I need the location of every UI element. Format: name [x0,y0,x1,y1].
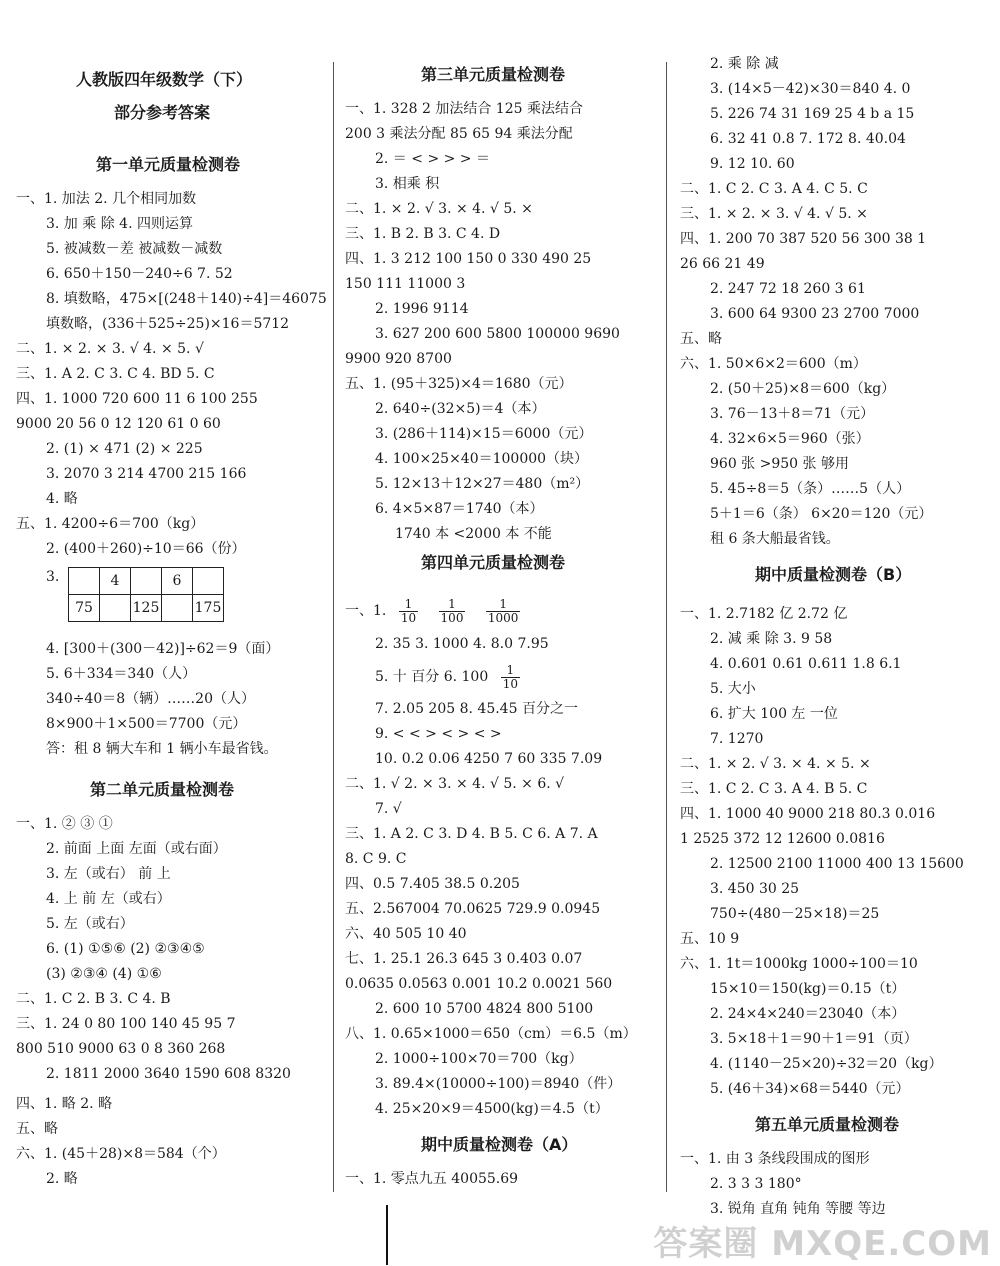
answer-line: 7. √ [375,801,402,817]
answer-line: 三、1. 24 0 80 100 140 45 95 7 [16,1016,236,1032]
fraction-denominator: 10 [502,676,518,691]
answer-line: 1740 本 <2000 本 不能 [395,526,552,542]
answer-line: 3. [46,569,60,585]
number-grid [68,567,224,622]
answer-line: 2. 减 乘 除 3. 9 58 [710,631,833,647]
section-heading-unit3: 第三单元质量检测卷 [421,65,566,84]
fraction [501,664,520,691]
answer-line: 4. 0.601 0.61 0.611 1.8 6.1 [710,656,902,672]
fraction [439,598,466,625]
answer-line: 三、1. A 2. C 3. C 4. BD 5. C [16,366,215,382]
answer-line: 二、1. C 2. C 3. A 4. C 5. C [680,181,868,197]
answer-line: 7. 1270 [710,731,764,747]
answer-line: 五、1. (95＋325)×4＝1680（元） [345,376,573,392]
section-heading-unit2: 第二单元质量检测卷 [90,780,235,799]
answer-line: 6. 32 41 0.8 7. 172 8. 40.04 [710,131,906,147]
fraction-numerator: 1 [486,598,521,612]
answer-line: 2. 略 [46,1171,78,1187]
answer-line: 6. 650＋150－240÷6 7. 52 [46,266,233,282]
fraction-denominator: 100 [440,610,464,625]
section-heading-unit1: 第一单元质量检测卷 [96,155,241,174]
fraction-numerator: 1 [399,598,418,612]
column-divider-right [666,62,667,1192]
answer-line: 5. 45÷8＝5（条）……5（人） [710,481,911,497]
answer-line: 四、1. 略 2. 略 [16,1096,113,1112]
book-subtitle: 部分参考答案 [114,103,211,122]
answer-line: 3. 450 30 25 [710,881,800,897]
answer-line: 800 510 9000 63 0 8 360 268 [16,1041,226,1057]
answer-line: 五、略 [16,1121,58,1137]
fraction-numerator: 1 [439,598,466,612]
section-heading-unit5: 第五单元质量检测卷 [755,1115,900,1134]
answer-line: 2. 乘 除 减 [710,56,779,72]
question-label: 一、1. [345,603,387,619]
answer-line: 4. 25×20×9＝4500(kg)＝4.5（t） [375,1101,609,1117]
answer-text: 5. 十 百分 6. 100 [375,669,489,685]
answer-line: 2. 35 3. 1000 4. 8.0 7.95 [375,636,549,652]
answer-line: 10. 0.2 0.06 4250 7 60 335 7.09 [375,751,603,767]
answer-line: 答：租 8 辆大车和 1 辆小车最省钱。 [46,741,278,757]
answer-line: 6. (1) ①⑤⑥ (2) ②③④⑤ [46,941,205,957]
answer-line: 二、1. × 2. × 3. √ 4. × 5. √ [16,341,204,357]
grid-cell: 75 [69,595,100,622]
grid-cell [193,568,224,595]
answer-line: 三、1. C 2. C 3. A 4. B 5. C [680,781,868,797]
grid-cell [162,595,193,622]
answer-line: 15×10＝150(kg)＝0.15（t） [710,981,906,997]
answer-line: 200 3 乘法分配 85 65 94 乘法分配 [345,126,573,142]
answer-line-fractions [345,596,528,626]
answer-line: 3. 5×18＋1＝90＋1＝91（页） [710,1031,918,1047]
answer-line: 2. 12500 2100 11000 400 13 15600 [710,856,964,872]
answer-line: 六、40 505 10 40 [345,926,467,942]
answer-line: 4. 略 [46,491,78,507]
answer-line: 2. 600 10 5700 4824 800 5100 [375,1001,594,1017]
answer-line: 9. < < > < > < > [375,726,502,742]
answer-line: 960 张 >950 张 够用 [710,456,849,472]
answer-line: 3. 锐角 直角 钝角 等腰 等边 [710,1201,886,1217]
answer-line: 2. ＝ < > > > ＝ [375,151,490,167]
answer-line: 二、1. C 2. B 3. C 4. B [16,991,171,1007]
answer-line: 3. (14×5－42)×30＝840 4. 0 [710,81,911,97]
answer-line: 四、1. 1000 720 600 11 6 100 255 [16,391,258,407]
answer-line: 三、1. × 2. × 3. √ 4. √ 5. × [680,206,868,222]
answer-line: 2. (1) × 471 (2) × 225 [46,441,203,457]
answer-line: 4. (1140－25×20)÷32＝20（kg） [710,1056,943,1072]
answer-line: 7. 2.05 205 8. 45.45 百分之一 [375,701,578,717]
answer-line: 5. 226 74 31 169 25 4 b a 15 [710,106,915,122]
answer-line: 150 111 11000 3 [345,276,466,292]
answer-line: 3. (286＋114)×15＝6000（元） [375,426,593,442]
answer-line: 8. 填数略，475×[(248＋140)÷4]＝46075 [46,291,327,307]
answer-line: 一、1. 零点九五 40055.69 [345,1171,519,1187]
answer-line: 二、1. √ 2. × 3. × 4. √ 5. × 6. √ [345,776,565,792]
answer-line: 一、1. 2.7182 亿 2.72 亿 [680,606,848,622]
answer-line: 5. 大小 [710,681,756,697]
watermark-logo: 答案圈 MXQE.COM [653,1224,992,1264]
answer-line: 五、略 [680,331,722,347]
answer-line: 9900 920 8700 [345,351,452,367]
answer-line: 750÷(480－25×18)＝25 [710,906,880,922]
answer-line: 4. 上 前 左（或右） [46,891,171,907]
answer-line: 三、1. A 2. C 3. D 4. B 5. C 6. A 7. A [345,826,598,842]
grid-cell [100,595,131,622]
answer-line: 2. 1811 2000 3640 1590 608 8320 [46,1066,291,1082]
answer-line: 2. 640÷(32×5)＝4（本） [375,401,546,417]
answer-line: 5. 6＋334＝340（人） [46,666,197,682]
answer-line: 4. [300＋(300－42)]÷62＝9（面） [46,641,280,657]
answer-line: 5. 被减数－差 被减数－减数 [46,241,223,257]
grid-cell [69,568,100,595]
answer-line: 0.0635 0.0563 0.001 10.2 0.0021 560 [345,976,613,992]
answer-line: 六、1. 1t＝1000kg 1000÷100＝10 [680,956,918,972]
answer-line: 七、1. 25.1 26.3 645 3 0.403 0.07 [345,951,583,967]
answer-line: 八、1. 0.65×1000＝650（cm）＝6.5（m） [345,1026,637,1042]
fraction-numerator: 1 [501,664,520,678]
answer-line: 5. 左（或右） [46,916,134,932]
answer-line: 五、1. 4200÷6＝700（kg） [16,516,205,532]
answer-line: 六、1. (45＋28)×8＝584（个） [16,1146,226,1162]
answer-line: 四、0.5 7.405 38.5 0.205 [345,876,520,892]
answer-line: 租 6 条大船最省钱。 [710,531,840,547]
answer-line: 2. (400＋260)÷10＝66（份） [46,541,246,557]
answer-line: 3. 左（或右） 前 上 [46,866,171,882]
answer-line: 五、2.567004 70.0625 729.9 0.0945 [345,901,601,917]
answer-line: 四、1. 200 70 387 520 56 300 38 1 [680,231,927,247]
binding-mark [386,1205,388,1265]
answer-line: 五、10 9 [680,931,740,947]
grid-cell: 6 [162,568,193,595]
section-heading-unit4: 第四单元质量检测卷 [421,553,566,572]
section-heading-midterm-a: 期中质量检测卷（A） [421,1135,578,1154]
answer-line-fraction [375,662,528,692]
fraction [399,598,418,625]
answer-line: 6. 扩大 100 左 一位 [710,706,838,722]
answer-line: (3) ②③④ (4) ①⑥ [46,966,162,982]
answer-line: 3. 600 64 9300 23 2700 7000 [710,306,920,322]
answer-line: 8. C 9. C [345,851,407,867]
answer-line: 2. 前面 上面 左面（或右面） [46,841,227,857]
fraction-denominator: 10 [400,610,417,625]
grid-cell: 125 [131,595,162,622]
grid-cell: 4 [100,568,131,595]
answer-line: 2. 1000÷100×70＝700（kg） [375,1051,583,1067]
answer-line: 9. 12 10. 60 [710,156,795,172]
answer-line: 5＋1＝6（条） 6×20＝120（元） [710,506,933,522]
section-heading-midterm-b: 期中质量检测卷（B） [755,565,912,584]
grid-cell [131,568,162,595]
answer-line: 2. 24×4×240＝23040（本） [710,1006,906,1022]
answer-line: 3. 加 乘 除 4. 四则运算 [46,216,193,232]
answer-line: 4. 32×6×5＝960（张） [710,431,870,447]
fraction [486,598,521,625]
answer-line: 填数略，(336＋525÷25)×16＝5712 [46,316,290,332]
answer-line: 6. 4×5×87＝1740（本） [375,501,544,517]
answer-line: 一、1. ② ③ ① [16,816,113,832]
answer-line: 二、1. × 2. √ 3. × 4. √ 5. × [345,201,533,217]
answer-line: 3. 627 200 600 5800 100000 9690 [375,326,620,342]
answer-line: 2. (50＋25)×8＝600（kg） [710,381,896,397]
fraction-denominator: 1000 [487,610,519,625]
answer-line: 3. 相乘 积 [375,176,440,192]
answer-line: 二、1. × 2. √ 3. × 4. × 5. × [680,756,871,772]
answer-line: 一、1. 328 2 加法结合 125 乘法结合 [345,101,583,117]
answer-line: 四、1. 1000 40 9000 218 80.3 0.016 [680,806,936,822]
answer-line: 3. 2070 3 214 4700 215 166 [46,466,247,482]
answer-line: 2. 3 3 3 180° [710,1176,802,1192]
answer-line: 一、1. 由 3 条线段围成的图形 [680,1151,870,1167]
answer-line: 一、1. 加法 2. 几个相同加数 [16,191,197,207]
grid-cell: 175 [193,595,224,622]
answer-line: 3. 89.4×(10000÷100)＝8940（件） [375,1076,622,1092]
book-title: 人教版四年级数学（下） [76,70,253,89]
answer-line: 1 2525 372 12 12600 0.0816 [680,831,885,847]
answer-line: 26 66 21 49 [680,256,765,272]
answer-line: 5. (46＋34)×68＝5440（元） [710,1081,910,1097]
column-divider-left [333,62,334,1192]
answer-line: 8×900＋1×500＝7700（元） [46,716,247,732]
answer-line: 2. 247 72 18 260 3 61 [710,281,866,297]
answer-line: 5. 12×13＋12×27＝480（m²） [375,476,590,492]
answer-line: 三、1. B 2. B 3. C 4. D [345,226,501,242]
answer-line: 四、1. 3 212 100 150 0 330 490 25 [345,251,592,267]
answer-line: 9000 20 56 0 12 120 61 0 60 [16,416,221,432]
answer-line: 六、1. 50×6×2＝600（m） [680,356,867,372]
answer-line: 340÷40＝8（辆）……20（人） [46,691,255,707]
answer-line: 2. 1996 9114 [375,301,469,317]
answer-line: 4. 100×25×40＝100000（块） [375,451,589,467]
answer-line: 3. 76－13＋8＝71（元） [710,406,875,422]
